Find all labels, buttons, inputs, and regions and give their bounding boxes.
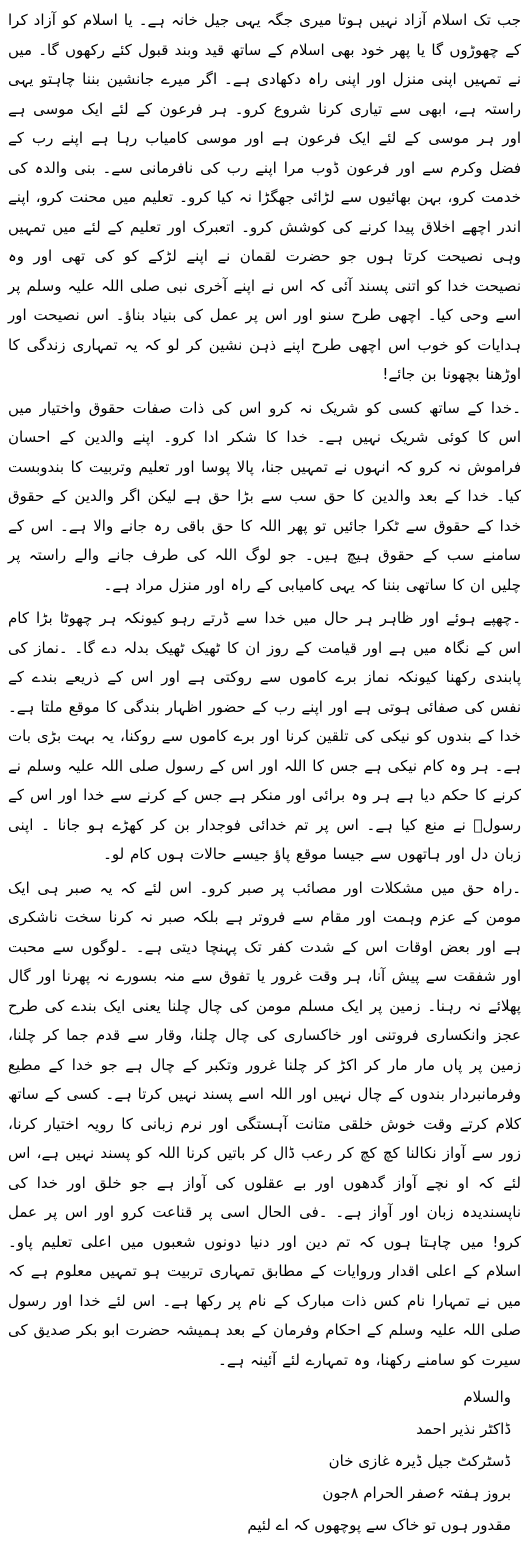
closing-verse: مقدور ہوں تو خاک سے پوچھوں کہ اے لئیم — [247, 1516, 511, 1534]
paragraph-3: ۔چھپے ہوئے اور ظاہر ہر حال میں خدا سے ڈرتے رہو کیونکہ ہر چھوٹا بڑا کام اس کے نگاہ میں ہے اور قیامت کے روز ان کا ٹھیک ٹھیک بدلہ دے گا۔ ۔نماز کی پابندی رکھنا کیونکہ نماز برے کاموں سے روکتی ہے اور اس کے ذریعے بندے کے نفس کی صفائی ہوتی ہے اور اپنے رب کے حضور اظہار بندگی کا موقع ملتا ہے۔ خدا کے بندوں کو نیکی کی تلقین کرنا اور برے کاموں سے روکنا، یہ بہت بڑی بات ہے۔ ہر وہ کام نیکی ہے جس کا اللہ اور اس کے رسول صلی اللہ علیہ وسلم نے کرنے کا حکم دیا ہے ہر وہ برائی اور منکر ہے جس کے کرنے سے خدا اور اس کے رسولؐ نے منع کیا ہے۔ اس پر تم خدائی فوجدار بن کر کھڑے ہو جانا ۔ اپنی زبان دل اور ہاتھوں سے جیسا موقع پاؤ جیسے حالات ہوں کام لو۔ — [8, 609, 521, 863]
signature-name: ڈاکٹر نذیر احمد — [416, 1420, 511, 1438]
salutation: والسلام — [463, 1388, 511, 1406]
letter-body — [8, 6, 521, 1375]
paragraph-1: جب تک اسلام آزاد نہیں ہوتا میری جگہ یہی جیل خانہ ہے۔ یا اسلام کو آزاد کرا کے چھوڑوں گا یا پھر خود بھی اسلام کے ساتھ قید وبند قبول کئے رکھوں گا۔ میں نے تمہیں اپنی منزل اور اپنی راہ دکھادی ہے۔ اگر میرے جانشین بننا چاہتو یہی راستہ ہے، ابھی سے تیاری کرنا شروع کرو۔ ہر فرعون کے لئے ایک موسی ہے اور ہر موسی کے لئے ایک فرعون ہے اور موسی کامیاب رہا ہے اپنے رب کے فضل وکرم سے اور فرعون ڈوب مرا اپنے رب کی نافرمانی سے۔ بنی والدہ کی خدمت کرو، بہن بھائیوں سے لڑائی جھگڑا نہ کیا کرو۔ تعلیم میں محنت کرو، اپنے اندر اچھے اخلاق پیدا کرنے کی کوشش کرو۔ اتعبرک اور تعلیم کے لئے میں تمہیں وہی نصیحت کرتا ہوں جو حضرت لقمان نے اپنے لڑکے کو کی تھی اور وہ نصیحت خدا کو اتنی پسند آئی کہ اس نے اپنے آخری نبی صلی اللہ علیہ وسلم پر اسے وحی کیا۔ اچھی طرح سنو اور اس پر عمل کی بنیاد بناؤ۔ اس نصیحت اور ہدایات کو خوب اس اچھی طرح اپنے ذہن نشین کر لو کہ یہ تمہاری زندگی کا اوڑھنا بچھونا بن جائے! — [8, 11, 521, 383]
paragraph-4: ۔راہ حق میں مشکلات اور مصائب پر صبر کرو۔ اس لئے کہ یہ صبر ہی ایک مومن کے عزم وہمت اور مقام سے فروتر ہے بلکہ صبر نہ کرنا سخت ناشکری ہے اور بعض اوقات اس کے شدت کفر تک پہنچا دیتی ہے۔ ۔لوگوں سے محبت اور شفقت سے پیش آنا، ہر وقت غرور یا تفوق سے منہ بسورے نہ پھرنا اور گال پھلائے نہ رہنا۔ زمین پر ایک مسلم مومن کی چال چلنا یعنی ایک بندے کی طرح عجز وانکساری فروتنی اور خاکساری کی چال چلنا، وقار سے قدم جما کر چلنا، زمین پر پاں مار مار کر اکڑ کر چلنا غرور وتکبر کے چال ہے جو خدا کے مطیع وفرمانبردار بندوں کے چال نہیں اور اللہ اسے پسند نہیں کرتا ہے۔ کسی کے ساتھ کلام کرتے وقت خوش خلقی متانت آہستگی اور نرم زبانی کا رویہ اختیار کرنا، زور سے آواز نکالنا کچ کچ کر رعب ڈال کر باتیں کرنا اللہ کو پسند نہیں ہے، اس لئے کہ او نچے آواز گدھوں اور بے عقلوں کی آواز ہے جو خلق اور خدا کی ناپسندیدہ زبان اور آواز ہے۔ ۔فی الحال اسی پر قناعت کرو اور اس پر عمل کرو! میں چاہتا ہوں کہ تم دین اور دنیا دونوں شعبوں میں اعلی تعلیم پاو۔ اسلام کے اعلی اقدار وروایات کے مطابق تمہاری تربیت ہو تمہیں معلوم ہے کہ میں نے تمہارا نام کس ذات مبارک کے نام پر رکھا ہے۔ اس لئے خدا اور رسول صلی اللہ علیہ وسلم کے احکام وفرمان کے بعد ہمیشہ حضرت ابو بکر صدیق کی سیرت کو سامنے رکھنا، وہ تمہارے لئے آئینہ ہے۔ — [8, 878, 521, 1369]
sender-location: ڈسٹرکٹ جیل ڈیرہ غازی خان — [328, 1452, 511, 1470]
paragraph-2: ۔خدا کے ساتھ کسی کو شریک نہ کرو اس کی ذات صفات حقوق واختیار میں اس کا کوئی شریک نہیں ہے۔ خدا کا شکر ادا کرو۔ اپنے والدین کے احسان فراموش نہ کرو کہ انہوں نے تمہیں جنا، پالا پوسا اور تعلیم وتربیت کا بندوبست کیا۔ خدا کے بعد والدین کا حق سب سے بڑا حق ہے لیکن اگر والدین کے حقوق خدا کے حقوق سے ٹکرا جائیں تو پھر اللہ کا حق باقی رہ جانے والا ہے۔ اس کے سامنے سب کے حقوق ہیچ ہیں۔ جو لوگ اللہ کی طرف جانے والے راستہ پر چلیں ان کا ساتھی بننا کہ یہی کامیابی کے راہ اور منزل مراد ہے۔ — [8, 398, 521, 594]
letter-date: بروز ہفتہ ۶صفر الحرام ۸جون — [322, 1484, 511, 1502]
letter-closing — [8, 1381, 521, 1541]
